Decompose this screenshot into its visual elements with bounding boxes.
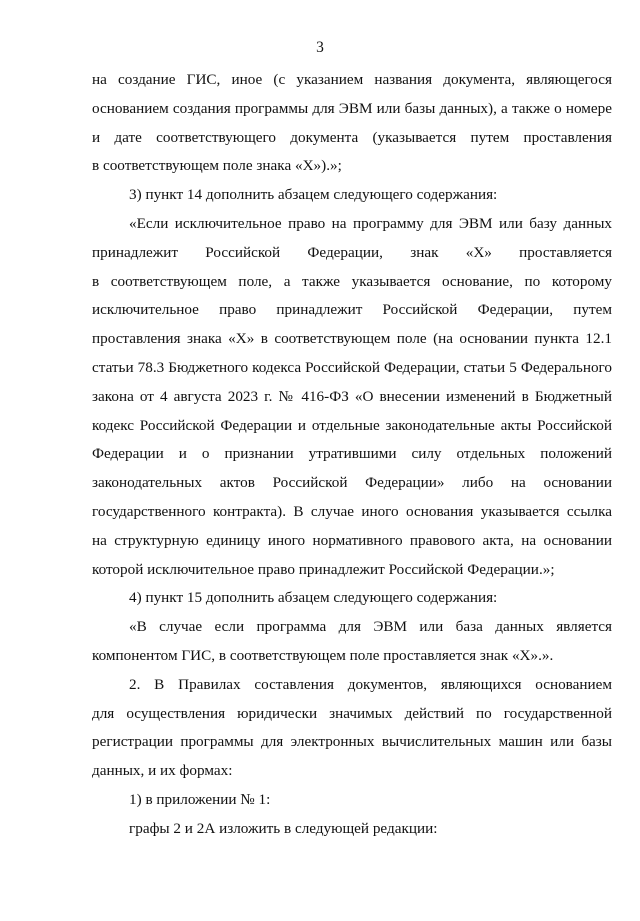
text-line: законодательных актов Российской Федерации» либо на основании [92,474,612,492]
text-line: закона от 4 августа 2023 г. № 416-ФЗ «О внесении изменений в Бюджетный [92,387,612,405]
text-line: в соответствующем поле, а также указывается основание, по которому [92,272,612,290]
page-number: 3 [316,39,324,56]
text-line: на структурную единицу иного нормативного правового акта, на основании [92,531,612,549]
text-line: проставления знака «Х» в соответствующем поле (на основании пункта 12.1 [92,330,612,348]
text-line: компонентом ГИС, в соответствующем поле проставляется знак «Х».». [92,646,554,664]
text-line: 2. В Правилах составления документов, являющихся основанием [129,675,612,693]
text-line: «В случае если программа для ЭВМ или база данных является [129,618,612,636]
text-line: «Если исключительное право на программу для ЭВМ или базу данных [129,214,612,232]
text-line: 4) пункт 15 дополнить абзацем следующего содержания: [129,589,498,607]
text-line: основанием создания программы для ЭВМ или базы данных), а также о номере [92,99,612,117]
text-line: Федерации и о признании утратившими силу отдельных положений [92,445,612,463]
text-line: 1) в приложении № 1: [129,790,271,808]
text-line: для осуществления юридически значимых действий по государственной [92,704,612,722]
text-line: статьи 78.3 Бюджетного кодекса Российской Федерации, статьи 5 Федерального [92,358,612,376]
text-line: 3) пункт 14 дополнить абзацем следующего содержания: [129,186,498,204]
text-line: принадлежит Российской Федерации, знак «Х» проставляется [92,243,612,261]
text-line: регистрации программы для электронных вычислительных машин или базы [92,733,612,751]
text-line: и дате соответствующего документа (указывается путем проставления [92,128,612,146]
text-line: графы 2 и 2А изложить в следующей редакции: [129,819,438,837]
text-line: в соответствующем поле знака «Х»).»; [92,157,342,175]
text-line: которой исключительное право принадлежит Российской Федерации.»; [92,560,555,578]
text-line: данных, и их формах: [92,762,233,780]
text-line: на создание ГИС, иное (с указанием названия документа, являющегося [92,71,612,88]
text-line: исключительное право принадлежит Российской Федерации, путем [92,301,612,319]
text-line: государственного контракта). В случае иного основания указывается ссылка [92,502,612,520]
text-line: кодекс Российской Федерации и отдельные законодательные акты Российской [92,416,612,434]
document-body [92,66,612,844]
